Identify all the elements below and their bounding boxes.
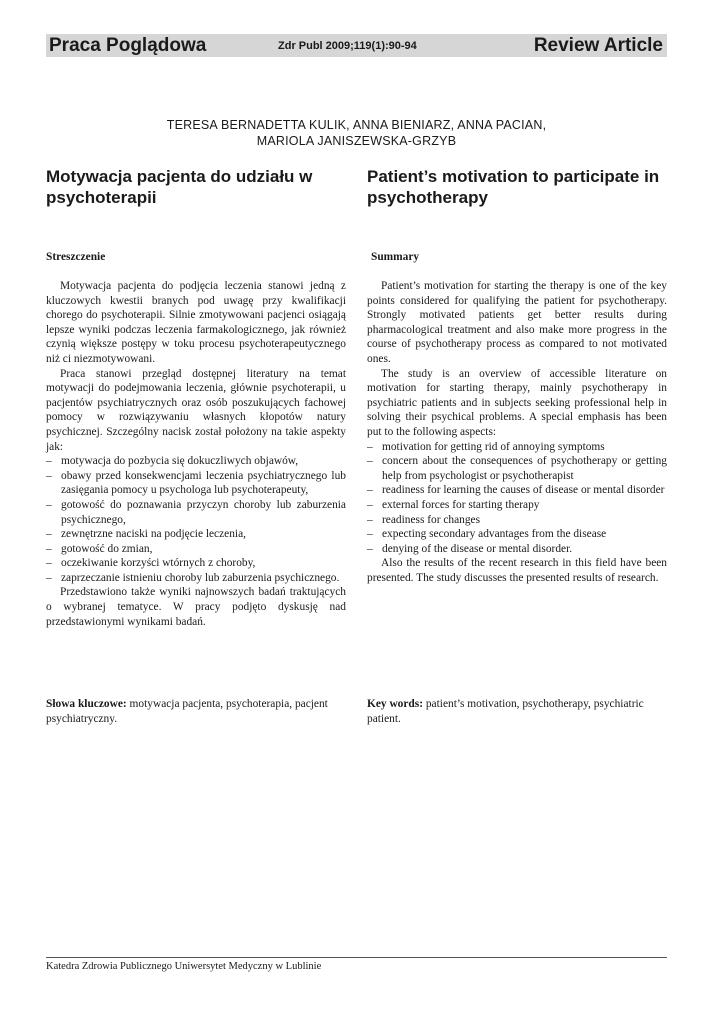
affiliation-footer: Katedra Zdrowia Publicznego Uniwersytet Medyczny w Lublinie xyxy=(46,961,322,972)
abstract-polish xyxy=(46,279,346,629)
abstract-heading-polish: Streszczenie xyxy=(46,251,106,263)
list-item: – expecting secondary advantages from the disease xyxy=(367,527,667,542)
list-item: – motywacja do pozbycia się dokuczliwych objawów, xyxy=(46,454,346,469)
abstract-paragraph: Motywacja pacjenta do podjęcia leczenia stanowi jedną z kluczowych kwestii branych pod uwagę przy kwalifikacji chorego do psychoterapii. Silnie zmotywowani pacjenci osiągają lepsze wyniki podczas leczenia farmakologicznego, jak również czynią większe postępy w toku procesu psychoterapeutycznego niż ci niezmotywowani. xyxy=(46,280,346,365)
list-item: – oczekiwanie korzyści wtórnych z choroby, xyxy=(46,556,346,571)
author-line-2: MARIOLA JANISZEWSKA-GRZYB xyxy=(256,134,457,148)
list-item: – motivation for getting rid of annoying symptoms xyxy=(367,440,667,455)
list-item: – gotowość do poznawania przyczyn choroby lub zaburzenia psychicznego, xyxy=(46,498,346,527)
keywords-label: Key words: xyxy=(367,698,423,710)
abstract-paragraph: Przedstawiono także wyniki najnowszych badań traktujących o wybranej tematyce. W pracy podjęto dyskusję nad przedstawionymi wynikami badań. xyxy=(46,586,346,628)
author-list xyxy=(46,117,667,149)
keywords-polish xyxy=(46,697,346,726)
list-item: – zewnętrzne naciski na podjęcie leczenia, xyxy=(46,527,346,542)
abstract-paragraph: Praca stanowi przegląd dostępnej literatury na temat motywacji do podejmowania leczenia, głównie psychoterapii, u pacjentów psychiatrycznych oraz osób poszukujących fachowej pomocy w rozwiązywaniu własnych kłopotów natury psychicznej. Szczególny nacisk został położony na takie aspekty jak: xyxy=(46,367,346,453)
keywords-text: motywacja pacjenta, psychoterapia, pacjent psychiatryczny. xyxy=(46,698,328,725)
list-item: – gotowość do zmian, xyxy=(46,542,346,557)
title-polish: Motywacja pacjenta do udziału w psychoterapii xyxy=(46,167,313,207)
aspect-list xyxy=(367,440,667,557)
journal-header-bar xyxy=(46,34,667,57)
keywords-english xyxy=(367,697,667,726)
footer-divider xyxy=(46,957,667,958)
article-type-english: Review Article xyxy=(533,35,663,56)
journal-citation: Zdr Publ 2009;119(1):90-94 xyxy=(278,40,417,52)
keywords-label: Słowa kluczowe: xyxy=(46,698,127,710)
article-type-polish: Praca Poglądowa xyxy=(49,35,207,56)
keywords-text: patient’s motivation, psychotherapy, psychiatric patient. xyxy=(367,698,644,725)
list-item: – readiness for learning the causes of disease or mental disorder xyxy=(367,483,667,498)
abstract-english xyxy=(367,279,667,585)
abstract-paragraph: Patient’s motivation for starting the therapy is one of the key points considered for qualifying the patient for psychotherapy. Strongly motivated patients get better results during pharmacological treatment and also make more progress in the course of psychotherapy process as compared to not motivated ones. xyxy=(367,280,667,365)
aspect-list xyxy=(46,454,346,585)
abstract-paragraph: Also the results of the recent research in this field have been presented. The study discusses the presented results of research. xyxy=(367,557,667,584)
list-item: – concern about the consequences of psychotherapy or getting help from psychologist or psychotherapist xyxy=(367,454,667,483)
abstract-paragraph: The study is an overview of accessible literature on motivation for starting therapy, mainly psychotherapy in psychiatric patients and in subjects seeking professional help in solving their psychical problems. A special emphasis has been put to the following aspects: xyxy=(367,367,667,438)
list-item: – external forces for starting therapy xyxy=(367,498,667,513)
list-item: – zaprzeczanie istnieniu choroby lub zaburzenia psychicznego. xyxy=(46,571,346,586)
list-item: – obawy przed konsekwencjami leczenia psychiatrycznego lub zasięgania pomocy u psychologa lub psychoterapeuty, xyxy=(46,469,346,498)
list-item: – denying of the disease or mental disorder. xyxy=(367,542,667,557)
title-english: Patient’s motivation to participate in psychotherapy xyxy=(367,167,660,207)
author-line-1: TERESA BERNADETTA KULIK, ANNA BIENIARZ, ANNA PACIAN, xyxy=(166,118,547,132)
abstract-heading-english: Summary xyxy=(371,251,420,263)
list-item: – readiness for changes xyxy=(367,513,667,528)
